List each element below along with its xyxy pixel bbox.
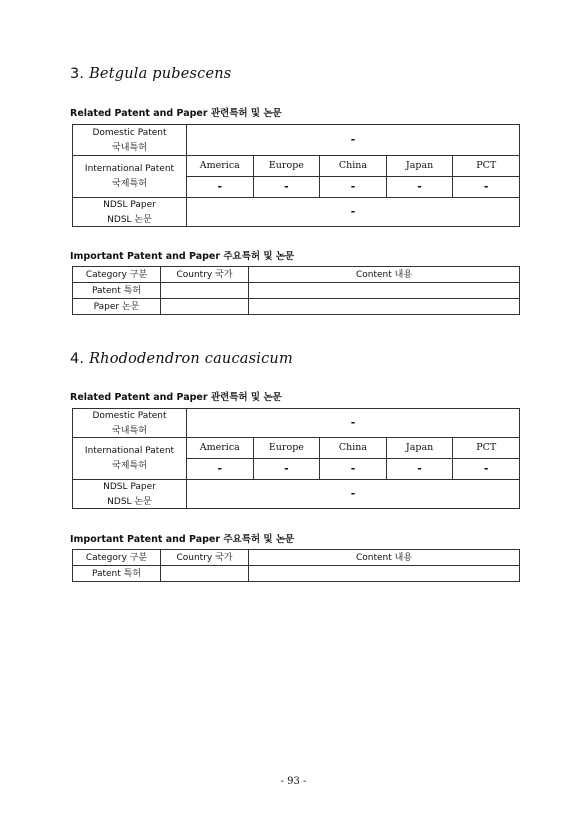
country-value: - (253, 177, 320, 198)
section-number: 4. (70, 351, 85, 367)
ndsl-label: NDSL Paper (103, 481, 156, 492)
country-value: - (386, 459, 453, 480)
ndsl-label-cell (73, 198, 187, 227)
content-header: Content 내용 (249, 550, 520, 566)
country-header: China (320, 156, 387, 177)
domestic-label-cell (73, 125, 187, 156)
ndsl-label-ko: NDSL 논문 (107, 214, 152, 225)
country-header: Europe (253, 156, 320, 177)
related-heading: Related Patent and Paper 관련특허 및 논문 (70, 108, 282, 119)
country-value: - (320, 177, 387, 198)
country-value: - (320, 459, 387, 480)
country-value: - (453, 177, 520, 198)
domestic-label-ko: 국내특허 (112, 142, 147, 153)
international-label: International Patent (84, 164, 175, 174)
related-heading: Related Patent and Paper 관련특허 및 논문 (70, 392, 282, 403)
country-header: Europe (253, 438, 320, 459)
domestic-value: - (187, 125, 520, 156)
country-cell (161, 299, 249, 315)
category-cell: Patent 특허 (73, 283, 161, 299)
page-number: - 93 - (280, 776, 307, 787)
country-header: PCT (453, 438, 520, 459)
related-table (72, 408, 520, 509)
category-header: Category 구분 (73, 267, 161, 283)
international-label-ko: 국제특허 (112, 179, 147, 189)
important-table (72, 549, 520, 582)
important-heading: Important Patent and Paper 주요특허 및 논문 (70, 534, 295, 545)
content-header: Content 내용 (249, 267, 520, 283)
country-header: America (187, 438, 254, 459)
international-label-cell (73, 156, 187, 198)
ndsl-label-ko: NDSL 논문 (107, 496, 152, 507)
section-title (70, 66, 231, 82)
ndsl-label-cell (73, 480, 187, 509)
ndsl-label: NDSL Paper (103, 199, 156, 210)
ndsl-value: - (187, 480, 520, 509)
domestic-label: Domestic Patent (92, 410, 167, 421)
category-cell: Patent 특허 (73, 566, 161, 582)
table-row (73, 299, 520, 315)
international-label: International Patent (84, 446, 175, 456)
country-value: - (386, 177, 453, 198)
country-header: PCT (453, 156, 520, 177)
content-cell (249, 566, 520, 582)
country-header: China (320, 438, 387, 459)
category-header: Category 구분 (73, 550, 161, 566)
international-label-ko: 국제특허 (112, 461, 147, 471)
table-row (73, 566, 520, 582)
domestic-value: - (187, 409, 520, 438)
table-row (73, 283, 520, 299)
section-title (70, 351, 293, 367)
country-value: - (187, 177, 254, 198)
country-value: - (187, 459, 254, 480)
species-name: Rhododendron caucasicum (89, 351, 293, 367)
country-header: Japan (386, 156, 453, 177)
category-cell: Paper 논문 (73, 299, 161, 315)
content-cell (249, 283, 520, 299)
country-cell (161, 566, 249, 582)
country-header: America (187, 156, 254, 177)
country-column-header: Country 국가 (161, 550, 249, 566)
domestic-label-cell (73, 409, 187, 438)
ndsl-value: - (187, 198, 520, 227)
related-table (72, 124, 520, 227)
international-label-cell (73, 438, 187, 480)
domestic-label-ko: 국내특허 (112, 425, 147, 436)
species-name: Betgula pubescens (89, 66, 232, 82)
important-heading: Important Patent and Paper 주요특허 및 논문 (70, 251, 295, 262)
country-cell (161, 283, 249, 299)
country-value: - (453, 459, 520, 480)
content-cell (249, 299, 520, 315)
important-table (72, 266, 520, 315)
country-value: - (253, 459, 320, 480)
domestic-label: Domestic Patent (92, 127, 167, 138)
country-column-header: Country 국가 (161, 267, 249, 283)
country-header: Japan (386, 438, 453, 459)
section-number: 3. (70, 66, 85, 82)
